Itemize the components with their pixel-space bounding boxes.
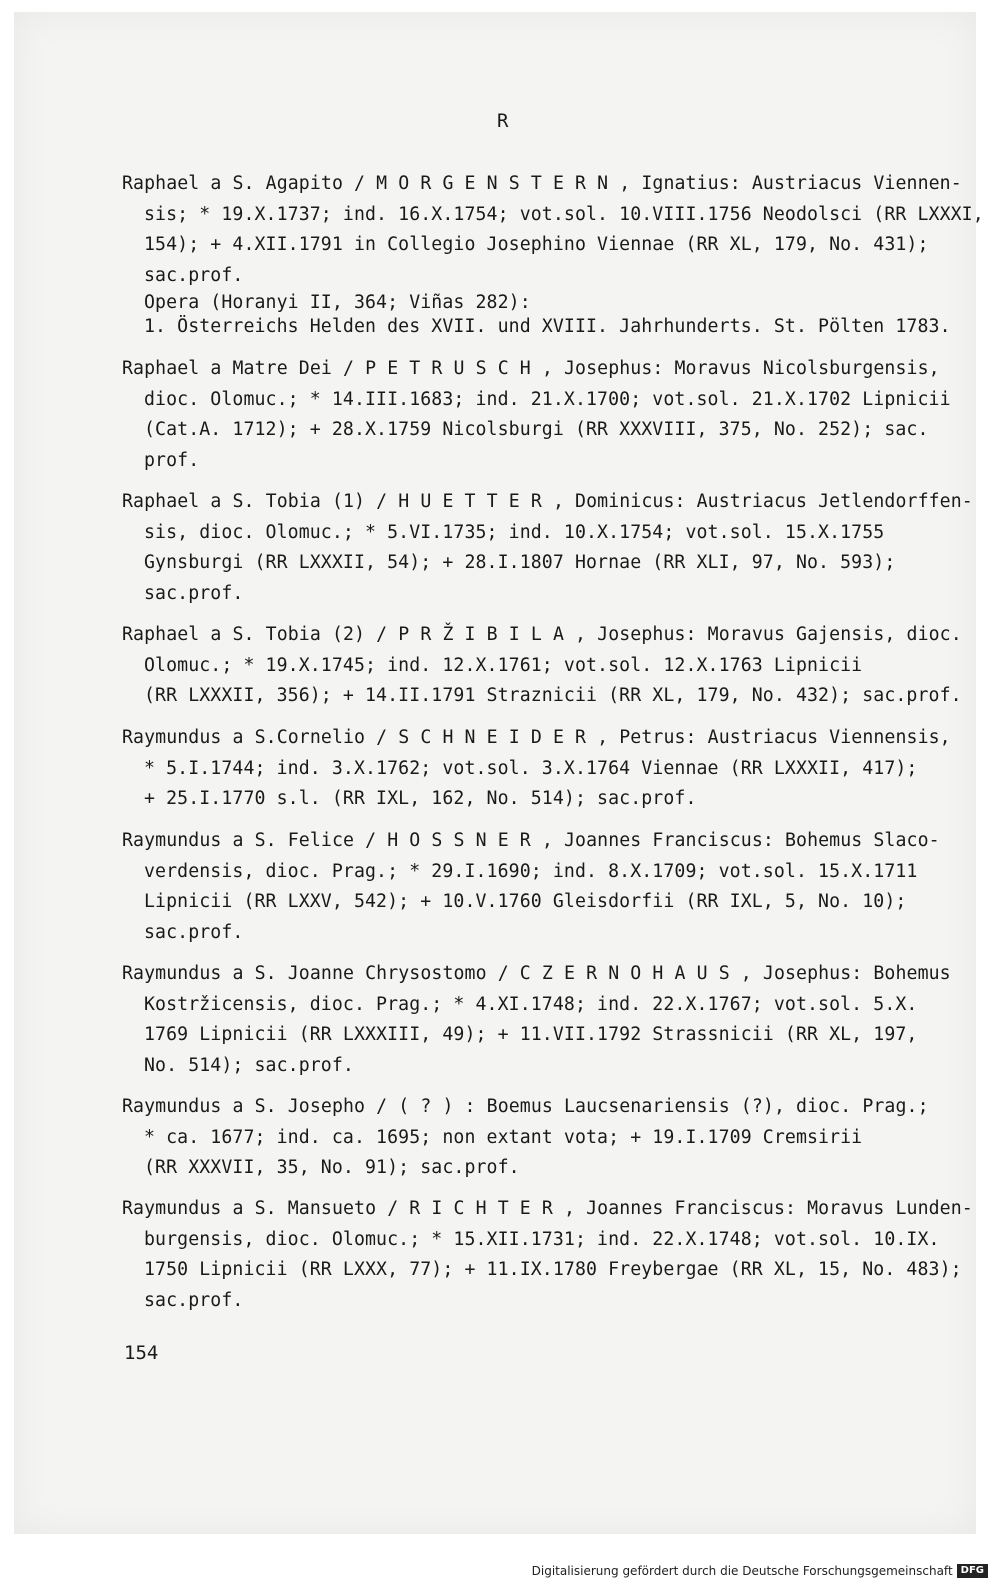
entry-unknown-josepho <box>122 1092 929 1184</box>
entry-line: Opera (Horanyi II, 364; Viñas 282): <box>144 292 531 314</box>
footer-text: Digitalisierung gefördert durch die Deutsche Forschungsgemeinschaft <box>531 1564 953 1578</box>
entry-line: Raymundus a S.Cornelio / S C H N E I D E R , Petrus: Austriacus Viennensis, <box>122 727 951 748</box>
entry-line: sac.prof. <box>144 582 244 604</box>
entry-line: * 5.I.1744; ind. 3.X.1762; vot.sol. 3.X.1764 Viennae (RR LXXXII, 417); <box>144 757 918 779</box>
entry-line: Lipnicii (RR LXXV, 542); + 10.V.1760 Gleisdorfii (RR IXL, 5, No. 10); <box>144 891 907 913</box>
entry-line: sac.prof. <box>144 1289 244 1311</box>
entry-line: (RR XXXVII, 35, No. 91); sac.prof. <box>144 1157 520 1179</box>
entry-line: Raphael a S. Agapito / M O R G E N S T E R N , Ignatius: Austriacus Viennen- <box>122 173 962 194</box>
entry-schneider <box>122 723 951 815</box>
entry-line: Gynsburgi (RR LXXXII, 54); + 28.I.1807 Hornae (RR XLI, 97, No. 593); <box>144 552 896 574</box>
entry-line: sis; * 19.X.1737; ind. 16.X.1754; vot.sol. 10.VIII.1756 Neodolsci (RR LXXXI, <box>144 203 984 225</box>
entry-line: dioc. Olomuc.; * 14.III.1683; ind. 21.X.1700; vot.sol. 21.X.1702 Lipnicii <box>144 388 951 410</box>
entry-line: Kostržicensis, dioc. Prag.; * 4.XI.1748; ind. 22.X.1767; vot.sol. 5.X. <box>144 993 918 1015</box>
entry-richter <box>122 1194 973 1316</box>
entry-line: Raphael a S. Tobia (2) / P R Ž I B I L A , Josephus: Moravus Gajensis, dioc. <box>122 624 962 645</box>
entry-line: Raymundus a S. Felice / H O S S N E R , Joannes Franciscus: Bohemus Slaco- <box>122 830 940 851</box>
digitization-footer <box>532 1564 988 1578</box>
entry-przibila <box>122 620 962 712</box>
entry-line: Raymundus a S. Joanne Chrysostomo / C Z E R N O H A U S , Josephus: Bohemus <box>122 963 951 984</box>
entry-line: 1769 Lipnicii (RR LXXXIII, 49); + 11.VII.1792 Strassnicii (RR XL, 197, <box>144 1024 918 1046</box>
entry-line: 154); + 4.XII.1791 in Collegio Josephino Viennae (RR XL, 179, No. 431); <box>144 234 929 256</box>
entry-line: prof. <box>144 449 200 471</box>
entry-line: sac.prof. <box>144 921 244 943</box>
entry-line: 1750 Lipnicii (RR LXXX, 77); + 11.IX.1780 Freybergae (RR XL, 15, No. 483); <box>144 1259 962 1281</box>
entry-line: No. 514); sac.prof. <box>144 1054 354 1076</box>
entry-hossner <box>122 826 940 948</box>
entry-line: + 25.I.1770 s.l. (RR IXL, 162, No. 514); sac.prof. <box>144 788 697 810</box>
page-number: 154 <box>124 1342 159 1364</box>
entry-line: (Cat.A. 1712); + 28.X.1759 Nicolsburgi (RR XXXVIII, 375, No. 252); sac. <box>144 419 929 441</box>
entry-line: 1. Österreichs Helden des XVII. und XVIII. Jahrhunderts. St. Pölten 1783. <box>144 316 951 338</box>
section-letter: R <box>497 110 509 132</box>
entry-line: (RR LXXXII, 356); + 14.II.1791 Straznicii (RR XL, 179, No. 432); sac.prof. <box>144 685 962 707</box>
entry-line: Raphael a Matre Dei / P E T R U S C H , Josephus: Moravus Nicolsburgensis, <box>122 358 940 379</box>
entry-line: Raphael a S. Tobia (1) / H U E T T E R , Dominicus: Austriacus Jetlendorffen- <box>122 491 973 512</box>
entry-line: * ca. 1677; ind. ca. 1695; non extant vota; + 19.I.1709 Cremsirii <box>144 1126 863 1148</box>
dfg-logo: DFG <box>957 1564 988 1578</box>
entry-petrusch <box>122 354 951 476</box>
entry-line: Raymundus a S. Josepho / ( ? ) : Boemus Laucsenariensis (?), dioc. Prag.; <box>122 1096 929 1117</box>
entry-czernohaus <box>122 959 951 1081</box>
entry-morgenstern <box>122 169 984 340</box>
entry-line: burgensis, dioc. Olomuc.; * 15.XII.1731; ind. 22.X.1748; vot.sol. 10.IX. <box>144 1228 940 1250</box>
entry-line: sac.prof. <box>144 264 244 286</box>
entry-line: verdensis, dioc. Prag.; * 29.I.1690; ind. 8.X.1709; vot.sol. 15.X.1711 <box>144 860 918 882</box>
entry-line: Olomuc.; * 19.X.1745; ind. 12.X.1761; vot.sol. 12.X.1763 Lipnicii <box>144 654 863 676</box>
entry-line: sis, dioc. Olomuc.; * 5.VI.1735; ind. 10.X.1754; vot.sol. 15.X.1755 <box>144 521 885 543</box>
entry-huetter <box>122 487 973 609</box>
entry-line: Raymundus a S. Mansueto / R I C H T E R , Joannes Franciscus: Moravus Lunden- <box>122 1198 973 1219</box>
